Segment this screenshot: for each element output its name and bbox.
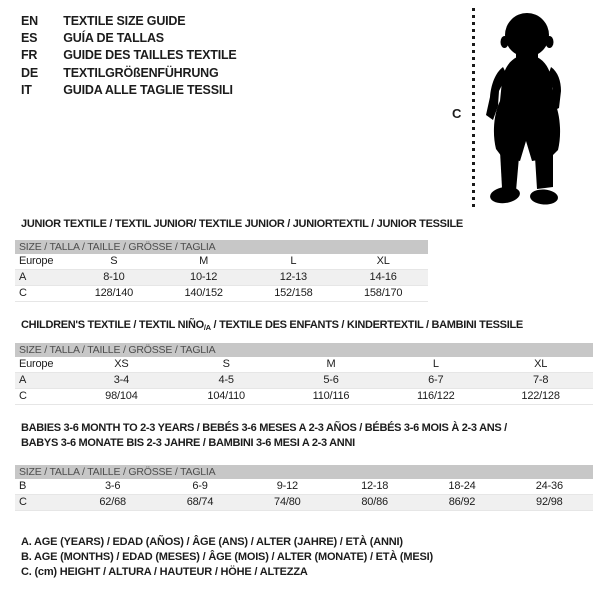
table-row: [15, 373, 593, 389]
table-cell: S: [174, 357, 279, 373]
table-cell: 152/158: [249, 286, 339, 302]
language-title-list: [21, 13, 237, 99]
babies-size-table: [15, 479, 593, 511]
language-title: TEXTILE SIZE GUIDE: [63, 14, 186, 28]
size-table: [15, 357, 593, 405]
table-cell: XL: [488, 357, 593, 373]
table-row: [15, 270, 428, 286]
table-cell: 10-12: [159, 270, 249, 286]
footnote-c: C. (cm) HEIGHT / ALTURA / HAUTEUR / HÖHE / ALTEZZA: [21, 566, 308, 579]
table-cell: 92/98: [506, 495, 593, 511]
language-row: [21, 30, 237, 47]
table-cell: 3-6: [69, 479, 156, 495]
table-cell: 14-16: [338, 270, 428, 286]
section-title-junior: JUNIOR TEXTILE / TEXTIL JUNIOR/ TEXTILE JUNIOR / JUNIORTEXTIL / JUNIOR TESSILE: [21, 218, 463, 230]
table-cell: XL: [338, 254, 428, 270]
title-subscript: /A: [203, 323, 211, 332]
table-cell: 116/122: [383, 389, 488, 405]
section-title-children: [21, 318, 523, 335]
language-code: ES: [21, 31, 38, 46]
height-c-label: C: [452, 106, 462, 121]
section-title-babies: [21, 421, 507, 451]
table-cell: 6-9: [156, 479, 243, 495]
table-cell: 6-7: [383, 373, 488, 389]
table-row: [15, 286, 428, 302]
language-title: GUIDE DES TAILLES TEXTILE: [63, 48, 237, 63]
table-row: [15, 254, 428, 270]
children-size-table: [15, 357, 593, 405]
table-cell: 5-6: [279, 373, 384, 389]
table-cell: 158/170: [338, 286, 428, 302]
language-title: GUÍA DE TALLAS: [63, 31, 164, 46]
row-label: C: [15, 286, 69, 302]
size-header-bar: SIZE / TALLA / TAILLE / GRÖSSE / TAGLIA: [15, 343, 593, 357]
table-cell: S: [69, 254, 159, 270]
table-cell: XS: [69, 357, 174, 373]
row-label: C: [15, 495, 69, 511]
table-cell: 74/80: [244, 495, 331, 511]
table-cell: 62/68: [69, 495, 156, 511]
language-title: GUIDA ALLE TAGLIE TESSILI: [63, 82, 233, 97]
size-header-bar: SIZE / TALLA / TAILLE / GRÖSSE / TAGLIA: [15, 240, 428, 254]
table-row: [15, 389, 593, 405]
language-title: TEXTILGRÖßENFÜHRUNG: [63, 65, 219, 80]
table-cell: 110/116: [279, 389, 384, 405]
language-code: DE: [21, 65, 38, 80]
table-cell: 18-24: [418, 479, 505, 495]
table-cell: 4-5: [174, 373, 279, 389]
title-text: CHILDREN'S TEXTILE / TEXTIL NIÑO: [21, 319, 204, 331]
title-line-1: BABIES 3-6 MONTH TO 2-3 YEARS / BEBÉS 3-6 MESES A 2-3 AÑOS / BÉBÉS 3-6 MOIS À 2-3 ANS /: [21, 422, 507, 434]
table-cell: 86/92: [418, 495, 505, 511]
language-row: [21, 82, 237, 99]
table-cell: M: [159, 254, 249, 270]
table-cell: 98/104: [69, 389, 174, 405]
table-cell: 104/110: [174, 389, 279, 405]
table-cell: 128/140: [69, 286, 159, 302]
table-cell: L: [249, 254, 339, 270]
title-text: / TEXTILE DES ENFANTS / KINDERTEXTIL / BAMBINI TESSILE: [210, 319, 523, 331]
table-row: [15, 479, 593, 495]
row-label: A: [15, 270, 69, 286]
table-cell: 68/74: [156, 495, 243, 511]
height-dotted-line: [472, 8, 475, 209]
footnote-b: B. AGE (MONTHS) / EDAD (MESES) / ÂGE (MOIS) / ALTER (MONATE) / ETÀ (MESI): [21, 551, 433, 564]
row-label: Europe: [15, 357, 69, 373]
table-cell: 7-8: [488, 373, 593, 389]
table-cell: M: [279, 357, 384, 373]
table-cell: 3-4: [69, 373, 174, 389]
size-table: [15, 254, 428, 302]
row-label: A: [15, 373, 69, 389]
row-label: Europe: [15, 254, 69, 270]
size-table: [15, 479, 593, 511]
table-cell: 24-36: [506, 479, 593, 495]
language-row: [21, 47, 237, 64]
footnote-a: A. AGE (YEARS) / EDAD (AÑOS) / ÂGE (ANS) / ALTER (JAHRE) / ETÀ (ANNI): [21, 536, 403, 548]
language-code: IT: [21, 82, 32, 97]
language-row: [21, 65, 237, 82]
footnote-legend: [21, 535, 433, 581]
table-cell: 8-10: [69, 270, 159, 286]
language-code: EN: [21, 14, 38, 28]
language-row: [21, 13, 237, 30]
table-cell: 12-13: [249, 270, 339, 286]
table-cell: 80/86: [331, 495, 418, 511]
size-header-bar: SIZE / TALLA / TAILLE / GRÖSSE / TAGLIA: [15, 465, 593, 479]
table-cell: 12-18: [331, 479, 418, 495]
row-label: C: [15, 389, 69, 405]
table-row: [15, 357, 593, 373]
toddler-silhouette-icon: [483, 11, 573, 207]
table-cell: L: [383, 357, 488, 373]
junior-size-table: [15, 254, 428, 302]
table-row: [15, 495, 593, 511]
table-cell: 122/128: [488, 389, 593, 405]
table-cell: 9-12: [244, 479, 331, 495]
table-cell: 140/152: [159, 286, 249, 302]
title-line-2: BABYS 3-6 MONATE BIS 2-3 JAHRE / BAMBINI 3-6 MESI A 2-3 ANNI: [21, 437, 355, 449]
language-code: FR: [21, 48, 38, 63]
row-label: B: [15, 479, 69, 495]
